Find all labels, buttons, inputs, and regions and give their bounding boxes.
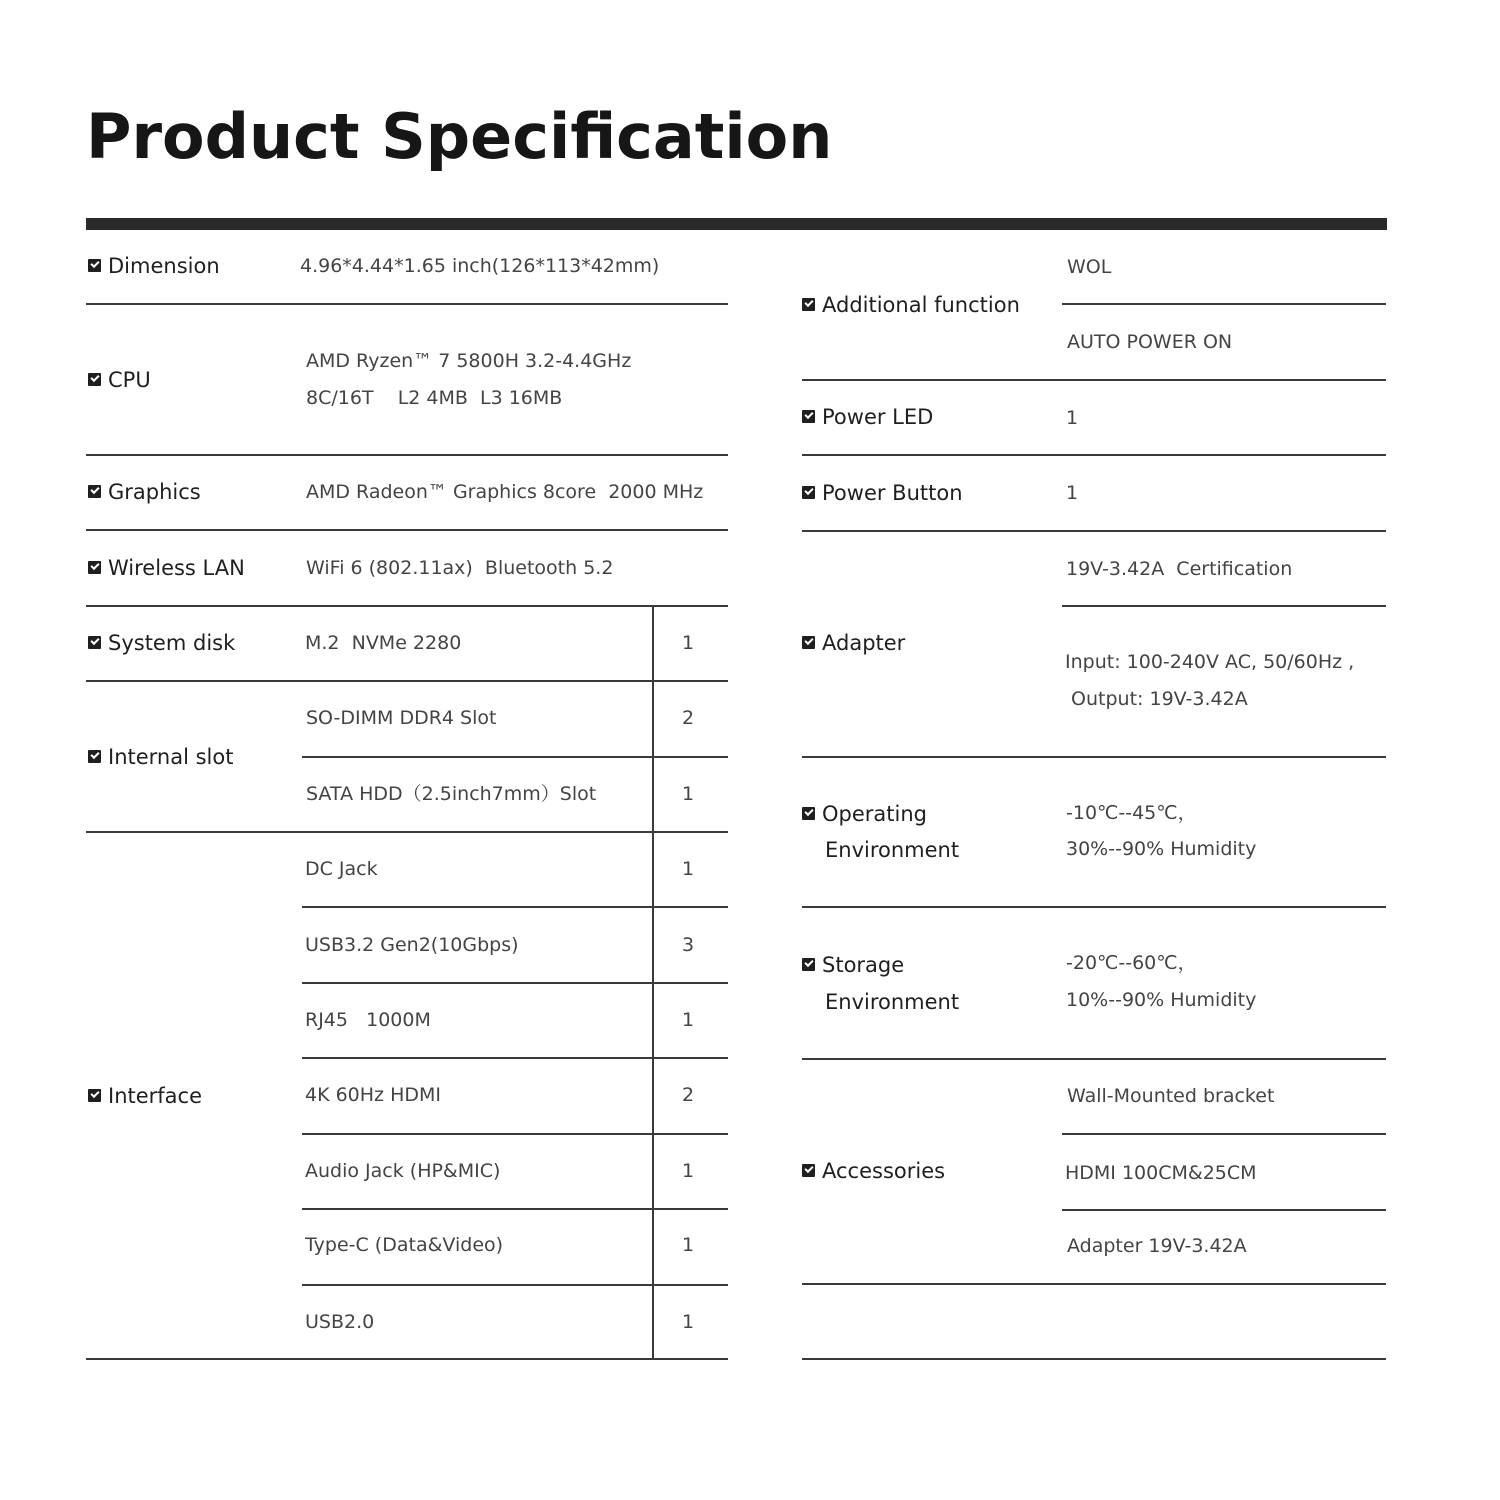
checkbox-icon (802, 1164, 815, 1177)
operating-humidity: 30%--90% Humidity (1066, 838, 1257, 860)
storage-humidity: 10%--90% Humidity (1066, 989, 1257, 1011)
operating-environment-label: Operating (802, 796, 927, 832)
divider (302, 1284, 728, 1286)
storage-environment-label: Storage (802, 947, 904, 983)
interface-qty: 3 (681, 934, 695, 956)
divider (802, 906, 1386, 908)
checkbox-icon (802, 410, 815, 423)
adapter-certification: 19V-3.42A Certification (1066, 558, 1293, 580)
wireless-lan-label: Wireless LAN (88, 550, 245, 586)
storage-temperature: -20℃--60℃， (1066, 952, 1197, 974)
dimension-value: 4.96*4.44*1.65 inch(126*113*42mm) (300, 255, 660, 277)
divider (302, 982, 728, 984)
cpu-value-line1: AMD Ryzen™ 7 5800H 3.2-4.4GHz (306, 350, 632, 372)
system-disk-qty: 1 (681, 632, 695, 654)
wireless-lan-value: WiFi 6 (802.11ax) Bluetooth 5.2 (306, 557, 614, 579)
adapter-label: Adapter (802, 625, 905, 661)
graphics-value: AMD Radeon™ Graphics 8core 2000 MHz (306, 481, 704, 503)
title-rule (86, 218, 1387, 230)
internal-slot-qty: 1 (681, 783, 695, 805)
additional-function-item: WOL (1067, 256, 1112, 278)
checkbox-icon (88, 750, 101, 763)
adapter-output: Output: 19V-3.42A (1065, 688, 1248, 710)
checkbox-icon (802, 486, 815, 499)
checkbox-icon (88, 1089, 101, 1102)
checkbox-icon (88, 636, 101, 649)
interface-item: 4K 60Hz HDMI (305, 1084, 441, 1106)
adapter-input: Input: 100-240V AC, 50/60Hz , (1065, 651, 1355, 673)
interface-qty: 1 (681, 1311, 695, 1333)
divider (86, 303, 728, 305)
cpu-value-line2: 8C/16T L2 4MB L3 16MB (306, 387, 563, 409)
interface-label: Interface (88, 1078, 202, 1114)
cpu-label: CPU (88, 362, 151, 398)
internal-slot-item: SO-DIMM DDR4 Slot (306, 707, 497, 729)
interface-item: Type-C (Data&Video) (305, 1234, 504, 1256)
divider (1062, 1133, 1386, 1135)
internal-slot-item: SATA HDD（2.5inch7mm）Slot (306, 783, 597, 805)
divider (86, 529, 728, 531)
checkbox-icon (802, 958, 815, 971)
divider (302, 756, 728, 758)
divider (302, 906, 728, 908)
interface-qty: 1 (681, 1234, 695, 1256)
checkbox-icon (802, 298, 815, 311)
page-title: Product Specification (86, 100, 833, 173)
interface-item: Audio Jack (HP&MIC) (305, 1160, 501, 1182)
divider (86, 454, 728, 456)
checkbox-icon (88, 373, 101, 386)
interface-item: DC Jack (305, 858, 378, 880)
system-disk-label: System disk (88, 625, 235, 661)
divider (1062, 1209, 1386, 1211)
divider (802, 756, 1386, 758)
operating-temperature: -10℃--45℃， (1066, 802, 1197, 824)
checkbox-icon (88, 485, 101, 498)
divider (802, 1283, 1386, 1285)
system-disk-value: M.2 NVMe 2280 (305, 632, 462, 654)
interface-qty: 1 (681, 1009, 695, 1031)
graphics-label: Graphics (88, 474, 201, 510)
checkbox-icon (88, 259, 101, 272)
dimension-label: Dimension (88, 248, 220, 284)
interface-qty: 1 (681, 858, 695, 880)
accessory-item: HDMI 100CM&25CM (1065, 1162, 1257, 1184)
power-button-value: 1 (1066, 482, 1079, 504)
divider (802, 379, 1386, 381)
storage-environment-label-line2: Environment (825, 990, 960, 1014)
interface-item: RJ45 1000M (305, 1009, 431, 1031)
divider (302, 1057, 728, 1059)
checkbox-icon (88, 561, 101, 574)
divider (86, 831, 728, 833)
power-led-label: Power LED (802, 399, 933, 435)
power-led-value: 1 (1066, 407, 1079, 429)
divider (1062, 605, 1386, 607)
divider (86, 680, 728, 682)
divider (802, 1358, 1386, 1360)
divider (802, 1058, 1386, 1060)
divider (802, 530, 1386, 532)
internal-slot-qty: 2 (681, 707, 695, 729)
divider (86, 1358, 728, 1360)
divider (302, 1133, 728, 1135)
accessory-item: Adapter 19V-3.42A (1067, 1235, 1247, 1257)
checkbox-icon (802, 807, 815, 820)
interface-item: USB2.0 (305, 1311, 375, 1333)
interface-qty: 2 (681, 1084, 695, 1106)
interface-qty: 1 (681, 1160, 695, 1182)
accessories-label: Accessories (802, 1153, 945, 1189)
checkbox-icon (802, 636, 815, 649)
operating-environment-label-line2: Environment (825, 838, 960, 862)
divider (302, 1208, 728, 1210)
divider (1062, 303, 1386, 305)
accessory-item: Wall-Mounted bracket (1067, 1085, 1275, 1107)
divider (86, 605, 728, 607)
additional-function-item: AUTO POWER ON (1067, 331, 1233, 353)
power-button-label: Power Button (802, 475, 963, 511)
divider (802, 454, 1386, 456)
interface-item: USB3.2 Gen2(10Gbps) (305, 934, 519, 956)
additional-function-label: Additional function (802, 287, 1020, 323)
internal-slot-label: Internal slot (88, 739, 233, 775)
